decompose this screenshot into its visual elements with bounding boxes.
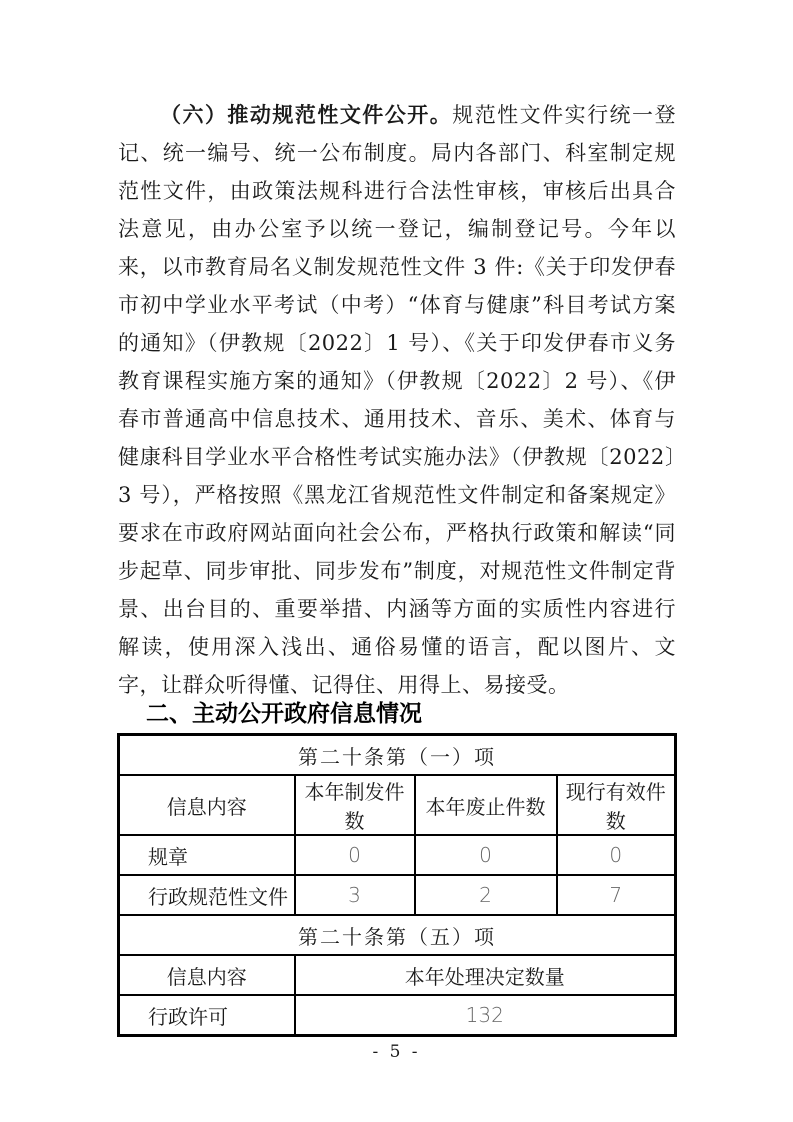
paragraph-body-text: 规范性文件实行统一登记、统一编号、统一公布制度。局内各部门、科室制定规范性文件，由政策法规科进行合法性审核，审核后出具合法意见，由办公室予以统一登记，编制登记号。今年以来，以市教育局名义制发规范性文件 3 件:《关于印发伊春市初中学业水平考试（中考）“体育与健康”科目考试方案的通知》（伊教规〔2022〕1 号）、《关于印发伊春市义务教育课程实施方案的通知》（伊教规〔2022〕2 号）、《伊春市普通高中信息技术、通用技术、音乐、美术、体育与健康科目学业水平合格性考试实施办法》（伊教规〔2022〕3 号），严格按照《黑龙江省规范性文件制定和备案规定》要求在市政府网站面向社会公布，严格执行政策和解读“同步起草、同步审批、同步发布”制度，对规范性文件制定背景、出台目的、重要举措、内涵等方面的实质性内容进行解读，使用深入浅出、通俗易懂的语言，配以图片、文字，让群众听得懂、记得住、用得上、易接受。 bbox=[118, 103, 676, 697]
row-label-regulations: 规章 bbox=[119, 835, 295, 875]
value-normative-issued: 3 bbox=[295, 875, 415, 915]
part1-col-header-info-content: 信息内容 bbox=[119, 775, 295, 835]
row-label-normative-documents: 行政规范性文件 bbox=[119, 875, 295, 915]
part1-col-header-repealed-count: 本年废止件数 bbox=[415, 775, 557, 835]
paragraph-lead-sentence: （六）推动规范性文件公开。 bbox=[160, 102, 453, 127]
value-normative-repealed: 2 bbox=[415, 875, 557, 915]
part1-title-cell: 第二十条第（一）项 bbox=[119, 735, 676, 776]
disclosure-statistics-table bbox=[117, 733, 677, 1037]
table-row-administrative-licensing bbox=[119, 995, 676, 1036]
value-regulations-effective: 0 bbox=[557, 835, 676, 875]
section-heading: 二、主动公开政府信息情况 bbox=[146, 701, 422, 727]
value-normative-effective: 7 bbox=[557, 875, 676, 915]
table-row-regulations bbox=[119, 835, 676, 875]
value-regulations-issued: 0 bbox=[295, 835, 415, 875]
part5-title-cell: 第二十条第（五）项 bbox=[119, 915, 676, 955]
table-row-part1-title bbox=[119, 735, 676, 776]
part1-col-header-effective-count: 现行有效件数 bbox=[557, 775, 676, 835]
row-label-administrative-licensing: 行政许可 bbox=[119, 995, 295, 1036]
paragraph-section-six bbox=[118, 96, 676, 700]
value-licensing-decisions: 132 bbox=[295, 995, 676, 1036]
table-row-part5-title bbox=[119, 915, 676, 955]
table-row-part1-headers bbox=[119, 775, 676, 835]
part1-col-header-issued-count: 本年制发件数 bbox=[295, 775, 415, 835]
table-row-normative-documents bbox=[119, 875, 676, 915]
page-number: - 5 - bbox=[372, 1042, 421, 1062]
table-row-part5-headers bbox=[119, 955, 676, 995]
part5-col-header-decision-count: 本年处理决定数量 bbox=[295, 955, 676, 995]
value-regulations-repealed: 0 bbox=[415, 835, 557, 875]
part5-col-header-info-content: 信息内容 bbox=[119, 955, 295, 995]
